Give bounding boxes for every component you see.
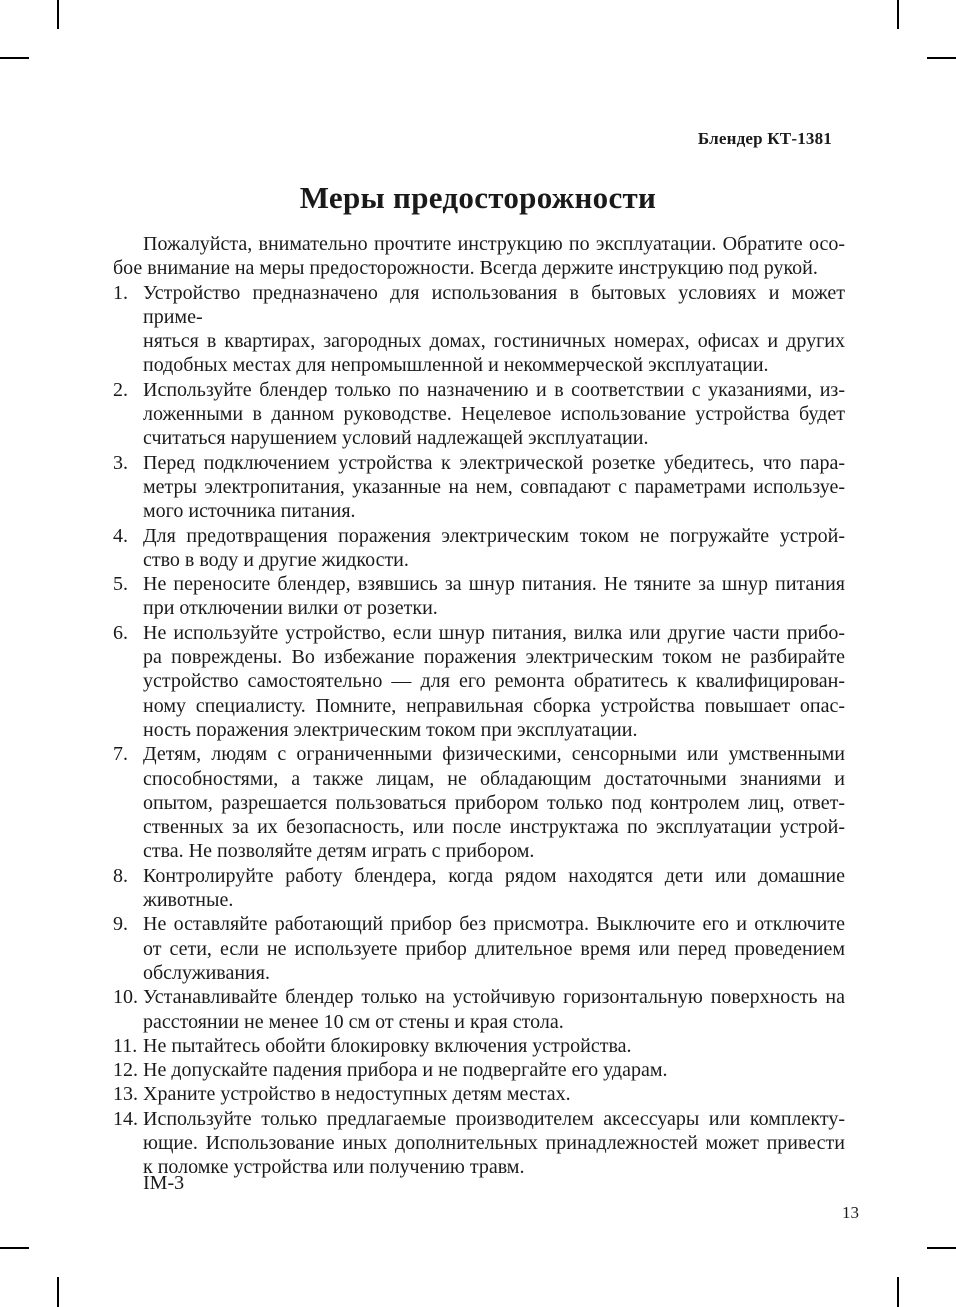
list-item-number: 9. [113, 913, 128, 936]
text-line: бое внимание на меры предосторожности. Всегда держите инструкцию под рукой. [113, 257, 818, 280]
list-item-number: 7. [113, 743, 128, 766]
intro-paragraph [113, 232, 845, 281]
text-line: Храните устройство в недоступных детям местах. [143, 1083, 571, 1106]
list-item-number: 14. [113, 1107, 138, 1130]
list-item [113, 1058, 845, 1082]
text-line: Контролируйте работу блендера, когда рядом находятся дети или домашние [143, 864, 845, 887]
list-item [113, 572, 845, 621]
list-item-text [143, 1058, 845, 1082]
list-item [113, 742, 845, 863]
list-item-number: 6. [113, 621, 128, 644]
text-line: от сети, если не используете прибор длительное время или перед проведением [143, 937, 845, 960]
list-item-number: 12. [113, 1059, 138, 1082]
text-line: ющие. Использование иных дополнительных принадлежностей может привести [143, 1131, 845, 1154]
page-title: Меры предосторожности [299, 180, 657, 215]
list-item [113, 281, 845, 378]
list-item [113, 451, 845, 524]
list-item-text [143, 1034, 845, 1058]
text-line: Используйте блендер только по назначению и в соответствии с указаниями, из- [143, 378, 845, 401]
list-item-number: 8. [113, 864, 128, 887]
text-line: к поломке устройства или получению травм. [143, 1156, 525, 1179]
list-item-number: 10. [113, 986, 138, 1009]
list-item [113, 621, 845, 742]
list-item-number: 5. [113, 573, 128, 596]
list-item [113, 1082, 845, 1106]
list-item-number: 4. [113, 524, 128, 547]
text-line: Не переносите блендер, взявшись за шнур питания. Не тяните за шнур питания [143, 573, 845, 596]
list-item-text [143, 985, 845, 1034]
text-line: мого источника питания. [143, 500, 356, 523]
safety-list [113, 281, 845, 1180]
page-number: 13 [842, 1203, 859, 1222]
text-line: ложенными в данном руководстве. Нецелевое использование устройства будет [143, 403, 845, 426]
document-model-header: Блендер КТ-1381 [697, 129, 832, 148]
list-item [113, 864, 845, 913]
list-item-number: 11. [113, 1034, 138, 1057]
list-item-number: 13. [113, 1083, 138, 1106]
list-item-text [143, 572, 845, 621]
crop-mark-top-left-horizontal [0, 57, 29, 59]
list-item [113, 378, 845, 451]
text-line: ному специалисту. Помните, неправильная сборка устройства повышает опас- [143, 694, 845, 717]
text-line: няться в квартирах, загородных домах, гостиничных номерах, офисах и других [143, 330, 845, 353]
list-item-number: 3. [113, 451, 128, 474]
text-line: Не используйте устройство, если шнур питания, вилка или другие части прибо- [143, 621, 845, 644]
text-line: Пожалуйста, внимательно прочтите инструкцию по эксплуатации. Обратите осо- [143, 233, 845, 255]
list-item-number: 1. [113, 281, 128, 304]
crop-mark-top-right-horizontal [927, 57, 956, 59]
list-item-text [143, 1082, 845, 1106]
crop-mark-bottom-left-vertical [57, 1277, 59, 1307]
footer-doc-code: IM-3 [143, 1172, 185, 1194]
crop-mark-bottom-left-horizontal [0, 1247, 29, 1249]
text-line: ность поражения электрическим током при эксплуатации. [143, 718, 638, 741]
list-item [113, 912, 845, 985]
text-line: способностями, а также лицам, не обладающим достаточными знаниями и [143, 767, 845, 790]
list-item [113, 985, 845, 1034]
list-item-text [143, 451, 845, 524]
text-line: ство в воду и другие жидкости. [143, 548, 409, 571]
list-item-text [143, 864, 845, 913]
text-line: расстоянии не менее 10 см от стены и края стола. [143, 1010, 564, 1033]
text-line: Не пытайтесь обойти блокировку включения устройства. [143, 1034, 632, 1057]
list-item-text [143, 742, 845, 863]
text-line: считаться нарушением условий надлежащей эксплуатации. [143, 427, 649, 450]
text-line: подобных местах для непромышленной и некоммерческой эксплуатации. [143, 354, 769, 377]
list-item [113, 1107, 845, 1180]
list-item-text [143, 378, 845, 451]
text-line: ства. Не позволяйте детям играть с прибором. [143, 840, 535, 863]
text-line: Устройство предназначено для использования в бытовых условиях и может приме- [143, 281, 845, 328]
text-line: Используйте только предлагаемые производителем аксессуары или комплекту- [143, 1107, 845, 1130]
text-line: Не оставляйте работающий прибор без присмотра. Выключите его и отключите [143, 913, 845, 936]
text-line: ра повреждены. Во избежание поражения электрическим током не разбирайте [143, 646, 845, 669]
crop-mark-bottom-right-vertical [897, 1277, 899, 1307]
content-area [113, 232, 845, 1180]
text-line: Для предотвращения поражения электрическим током не погружайте устрой- [143, 524, 845, 547]
text-line: при отключении вилки от розетки. [143, 597, 438, 620]
list-item [113, 524, 845, 573]
crop-mark-bottom-right-horizontal [927, 1247, 956, 1249]
text-line: метры электропитания, указанные на нем, совпадают с параметрами используе- [143, 475, 845, 498]
list-item [113, 1034, 845, 1058]
text-line: устройство самостоятельно — для его ремонта обратитесь к квалифицирован- [143, 670, 845, 693]
list-item-text [143, 524, 845, 573]
text-line: обслуживания. [143, 961, 270, 984]
text-line: животные. [143, 889, 234, 912]
list-item-number: 2. [113, 378, 128, 401]
crop-mark-top-left-vertical [57, 0, 59, 29]
list-item-text [143, 1107, 845, 1180]
text-line: Устанавливайте блендер только на устойчивую горизонтальную поверхность на [143, 986, 845, 1009]
list-item-text [143, 912, 845, 985]
crop-mark-top-right-vertical [897, 0, 899, 29]
list-item-text [143, 281, 845, 378]
text-line: Не допускайте падения прибора и не подвергайте его ударам. [143, 1059, 668, 1082]
text-line: опытом, разрешается пользоваться прибором только под контролем лиц, ответ- [143, 791, 845, 814]
text-line: Перед подключением устройства к электрической розетке убедитесь, что пара- [143, 451, 845, 474]
text-line: ственных за их безопасность, или после инструктажа по эксплуатации устрой- [143, 816, 845, 839]
list-item-text [143, 621, 845, 742]
text-line: Детям, людям с ограниченными физическими, сенсорными или умственными [143, 743, 845, 766]
